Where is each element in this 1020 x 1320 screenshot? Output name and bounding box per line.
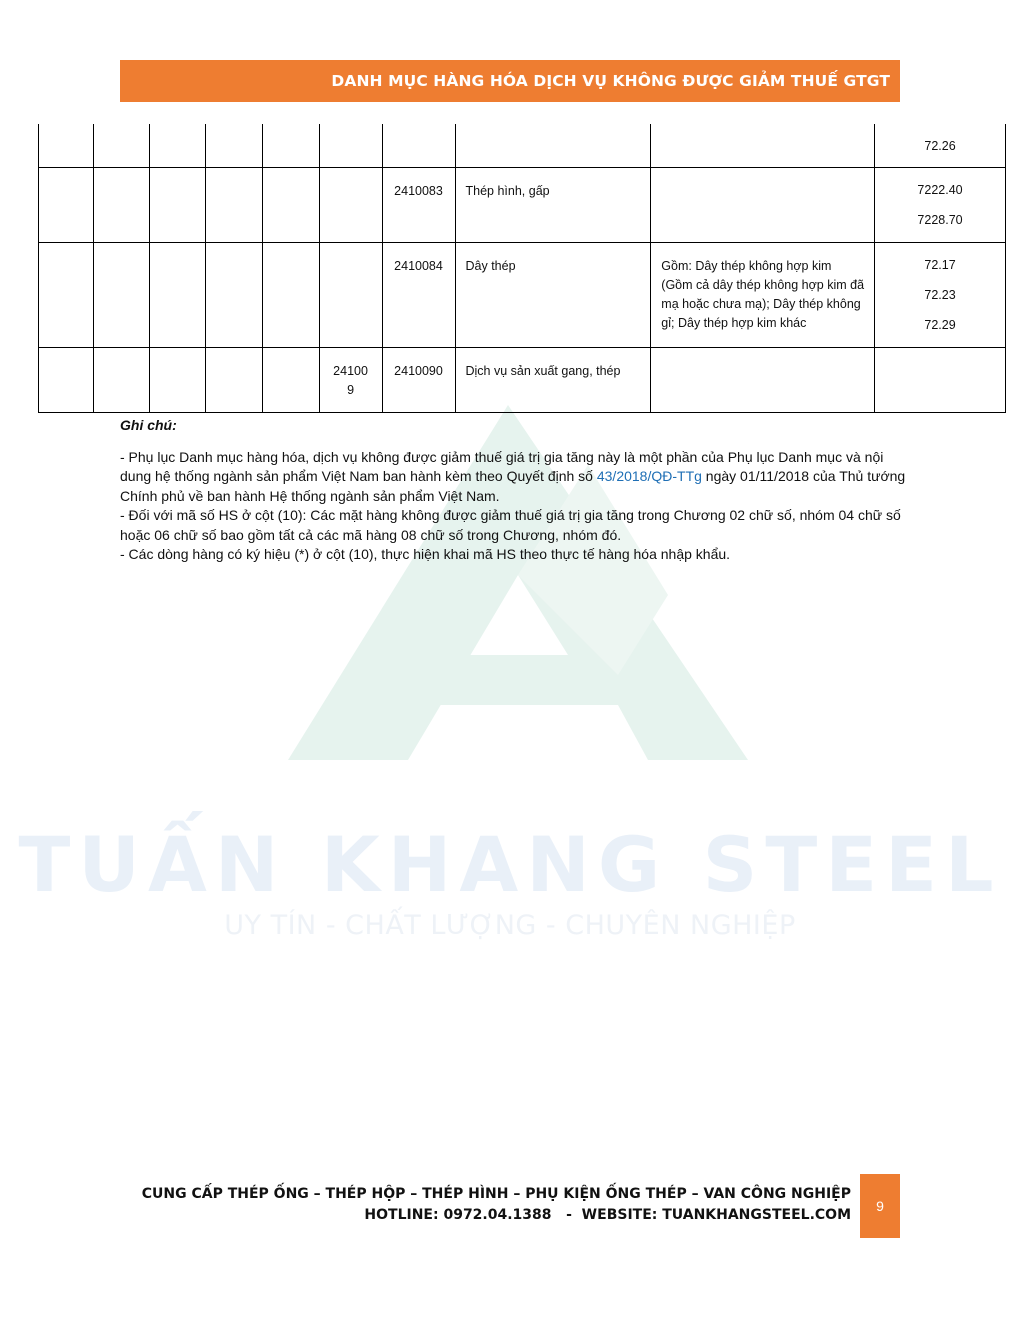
product-name-cell — [455, 348, 651, 413]
page-header-banner — [120, 60, 900, 102]
note-paragraph: - Các dòng hàng có ký hiệu (*) ở cột (10), thực hiện khai mã HS theo thực tế hàng hóa nhập khẩu. — [120, 546, 731, 562]
table-cell — [205, 124, 262, 168]
product-name: Dịch vụ sản xuất gang, thép — [465, 364, 621, 378]
table-row — [39, 243, 1006, 348]
table-cell — [455, 124, 651, 168]
table-cell — [39, 124, 94, 168]
table-cell — [319, 243, 382, 348]
table-cell — [93, 168, 149, 243]
decision-link[interactable]: 43/2018/QĐ-TTg — [596, 468, 702, 484]
header-title: DANH MỤC HÀNG HÓA DỊCH VỤ KHÔNG ĐƯỢC GIẢM THUẾ GTGT — [331, 72, 890, 90]
table-cell — [149, 243, 205, 348]
table-cell — [149, 124, 205, 168]
note-paragraph: - Đối với mã số HS ở cột (10): Các mặt hàng không được giảm thuế giá trị gia tăng trong Chương 02 chữ số, nhóm 04 chữ số hoặc 06 chữ số bao gồm tất cả các mã hàng 08 chữ số trong Chương, nhóm đó. — [120, 507, 901, 543]
notes-section — [120, 416, 910, 565]
watermark-slogan: UY TÍN - CHẤT LƯỢNG - CHUYÊN NGHIỆP — [224, 910, 796, 941]
table-cell — [875, 348, 1006, 413]
table-cell — [39, 243, 94, 348]
product-name-cell — [455, 243, 651, 348]
hs-code: 72.29 — [924, 318, 956, 332]
product-name: Thép hình, gấp — [465, 184, 550, 198]
product-code: 2410090 — [394, 364, 443, 378]
table-cell — [149, 348, 205, 413]
table-cell — [205, 243, 262, 348]
table-cell — [205, 348, 262, 413]
product-code-cell — [382, 243, 455, 348]
table-cell — [651, 124, 875, 168]
product-code-cell — [382, 348, 455, 413]
footer — [120, 1184, 851, 1226]
table-cell — [262, 243, 319, 348]
product-name-cell — [455, 168, 651, 243]
page-number-box — [860, 1174, 900, 1238]
group-code: 24100 9 — [333, 364, 368, 397]
table-cell — [319, 124, 382, 168]
product-code: 2410084 — [394, 259, 443, 273]
table-cell — [262, 124, 319, 168]
table-cell — [382, 124, 455, 168]
notes-title: Ghi chú: — [120, 417, 177, 433]
product-description-cell — [651, 243, 875, 348]
product-description: Gồm: Dây thép không hợp kim (Gồm cả dây thép không hợp kim đã mạ hoặc chưa mạ); Dây thép không gỉ; Dây thép hợp kim khác — [661, 259, 865, 330]
hs-code-cell — [875, 243, 1006, 348]
group-code-cell — [319, 348, 382, 413]
table-cell — [205, 168, 262, 243]
footer-line-contact: HOTLINE: 0972.04.1388 - WEBSITE: TUANKHANGSTEEL.COM — [364, 1207, 851, 1223]
table-cell — [651, 168, 875, 243]
note-paragraph — [120, 448, 910, 507]
table-cell — [651, 348, 875, 413]
table-cell — [93, 243, 149, 348]
hs-code: 7228.70 — [917, 213, 963, 227]
table-cell — [39, 348, 94, 413]
product-name: Dây thép — [465, 259, 516, 273]
table-cell — [93, 348, 149, 413]
table-cell — [149, 168, 205, 243]
table-cell — [319, 168, 382, 243]
watermark-brand: TUẤN KHANG STEEL — [18, 820, 1002, 909]
table-row — [39, 348, 1006, 413]
hs-code: 72.17 — [924, 258, 956, 272]
hs-code-cell — [875, 168, 1006, 243]
page-number: 9 — [876, 1198, 884, 1214]
note-text: ngày 01/11/2018 của Thủ tướng Chính phủ về ban hành Hệ thống ngành sản phẩm Việt Nam. — [120, 468, 906, 504]
table-row — [39, 168, 1006, 243]
footer-line-products: CUNG CẤP THÉP ỐNG – THÉP HỘP – THÉP HÌNH – PHỤ KIỆN ỐNG THÉP – VAN CÔNG NGHIỆP — [141, 1186, 851, 1202]
table-cell — [93, 124, 149, 168]
product-code-cell — [382, 168, 455, 243]
table-row — [39, 124, 1006, 168]
table-cell — [262, 168, 319, 243]
hs-code: 72.26 — [924, 139, 956, 153]
product-table — [38, 124, 1006, 413]
table-cell — [262, 348, 319, 413]
note-text: - Phụ lục Danh mục hàng hóa, dịch vụ không được giảm thuế giá trị gia tăng này là một phần của Phụ lục Danh mục và nội dung hệ thống ngành sản phẩm Việt Nam ban hành kèm theo Quyết định số — [120, 448, 884, 484]
hs-code: 7222.40 — [917, 183, 963, 197]
hs-code-cell — [875, 124, 1006, 168]
table-cell — [39, 168, 94, 243]
product-code: 2410083 — [394, 184, 443, 198]
hs-code: 72.23 — [924, 288, 956, 302]
